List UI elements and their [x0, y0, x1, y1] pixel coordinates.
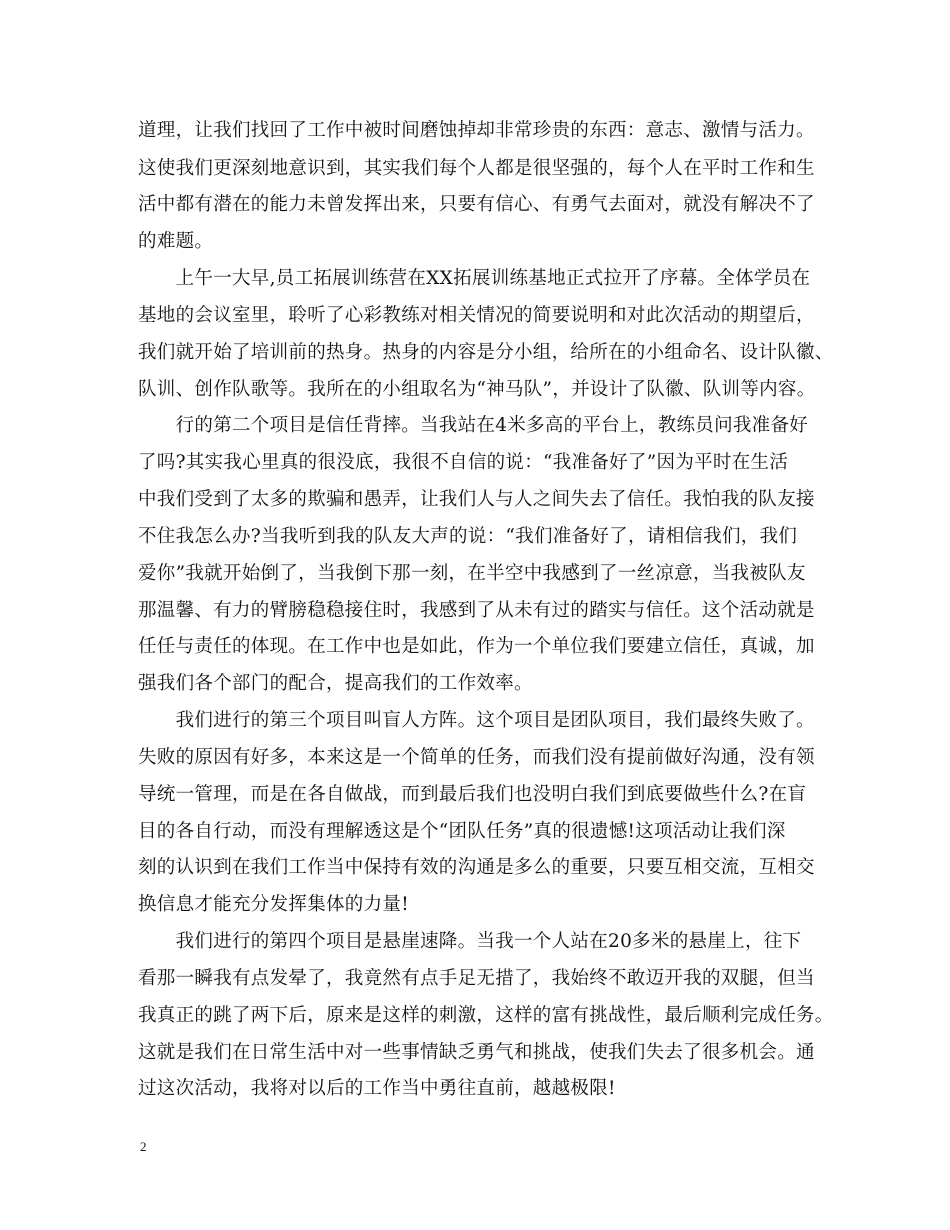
text-line: 导统一管理，而是在各自做战，而到最后我们也没明白我们到底要做些什么?在盲 — [138, 784, 807, 805]
page-number: 2 — [140, 1139, 147, 1154]
text-line: 活中都有潜在的能力未曾发挥出来，只要有信心、有勇气去面对，就没有解决不了 — [138, 194, 815, 215]
text-line: 这就是我们在日常生活中对一些事情缺乏勇气和挑战，使我们失去了很多机会。通 — [138, 1042, 815, 1063]
text-line: 中我们受到了太多的欺骗和愚弄，让我们人与人之间失去了信任。我怕我的队友接 — [138, 489, 815, 510]
text-line: 目的各自行动，而没有理解透这是个“团队任务”真的很遗憾!这项活动让我们深 — [138, 821, 786, 842]
text-line: 爱你”我就开始倒了，当我倒下那一刻，在半空中我感到了一丝凉意，当我被队友 — [138, 563, 806, 584]
text-line: 上午一大早,员工拓展训练营在XX拓展训练基地正式拉开了序幕。全体学员在 — [138, 268, 811, 289]
text-line: 我们进行的第三个项目叫盲人方阵。这个项目是团队项目，我们最终失败了。 — [138, 710, 815, 731]
text-line: 不住我怎么办?当我听到我的队友大声的说：“我们准备好了，请相信我们，我们 — [138, 526, 798, 547]
text-line: 队训、创作队歌等。我所在的小组取名为“神马队”，并设计了队徽、队训等内容。 — [138, 379, 816, 400]
text-line: 基地的会议室里，聆听了心彩教练对相关情况的简要说明和对此次活动的期望后， — [138, 305, 815, 326]
text-line: 道理，让我们找回了工作中被时间磨蚀掉却非常珍贵的东西：意志、激情与活力。 — [138, 120, 815, 141]
text-line: 我们就开始了培训前的热身。热身的内容是分小组，给所在的小组命名、设计队徽、 — [138, 342, 834, 363]
text-line: 换信息才能充分发挥集体的力量! — [138, 894, 409, 915]
text-line: 看那一瞬我有点发晕了，我竟然有点手足无措了，我始终不敢迈开我的双腿，但当 — [138, 968, 815, 989]
text-line: 失败的原因有好多，本来这是一个简单的任务，而我们没有提前做好沟通，没有领 — [138, 747, 815, 768]
text-line: 任任与责任的体现。在工作中也是如此，作为一个单位我们要建立信任，真诚，加 — [138, 636, 815, 657]
text-line: 那温馨、有力的臂膀稳稳接住时，我感到了从未有过的踏实与信任。这个活动就是 — [138, 600, 815, 621]
text-line: 这使我们更深刻地意识到，其实我们每个人都是很坚强的，每个人在平时工作和生 — [138, 158, 815, 179]
text-line: 我真正的跳了两下后，原来是这样的刺激，这样的富有挑战性，最后顺利完成任务。 — [138, 1005, 834, 1026]
text-line: 刻的认识到在我们工作当中保持有效的沟通是多么的重要，只要互相交流，互相交 — [138, 857, 815, 878]
text-line: 的难题。 — [138, 231, 214, 252]
text-line: 我们进行的第四个项目是悬崖速降。当我一个人站在20多米的悬崖上，往下 — [138, 931, 802, 952]
text-line: 行的第二个项目是信任背摔。当我站在4米多高的平台上，教练员问我准备好 — [138, 415, 809, 436]
text-line: 过这次活动，我将对以后的工作当中勇往直前，越越极限! — [138, 1078, 616, 1099]
text-line: 强我们各个部门的配合，提高我们的工作效率。 — [138, 673, 533, 694]
text-line: 了吗?其实我心里真的很没底，我很不自信的说：“我准备好了”因为平时在生活 — [138, 452, 789, 473]
